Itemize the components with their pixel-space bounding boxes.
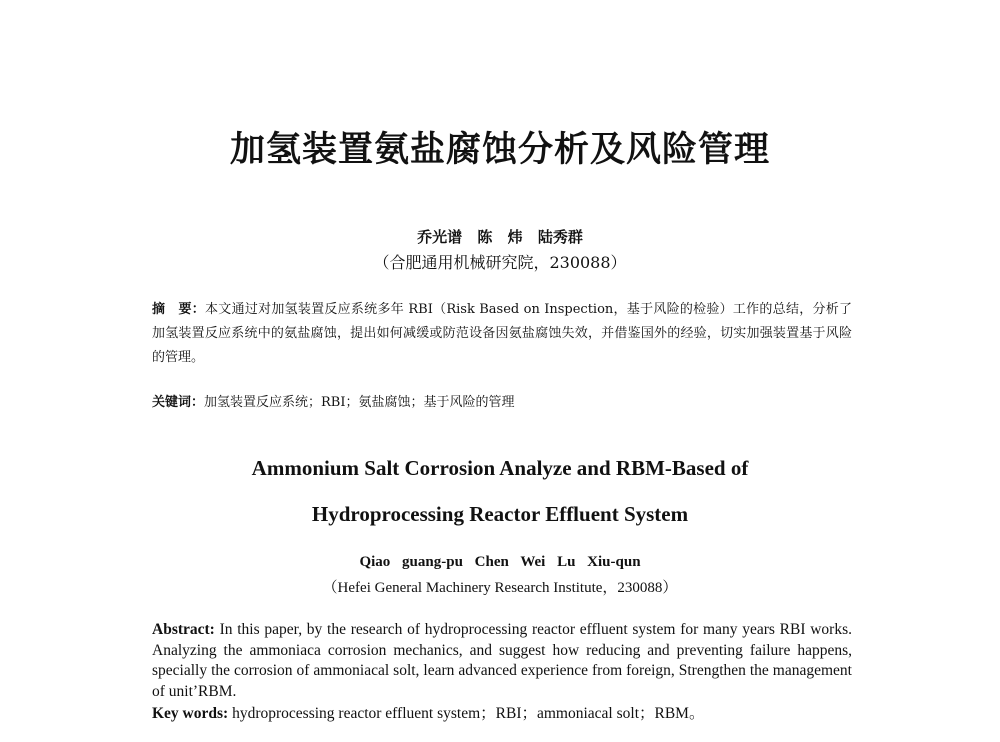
chinese-abstract-label: 摘 要： — [152, 302, 206, 317]
chinese-title: 加氢装置氨盐腐蚀分析及风险管理 — [229, 130, 770, 170]
english-title-line-1: Ammonium Salt Corrosion Analyze and RBM-Based of — [251, 456, 749, 480]
chinese-affiliation: （合肥通用机械研究院，230088） — [373, 253, 627, 272]
chinese-authors: 乔光谱 陈 炜 陆秀群 — [417, 228, 583, 246]
chinese-keywords — [152, 392, 852, 414]
chinese-keywords-text: 加氢装置反应系统；RBI；氨盐腐蚀；基于风险的管理 — [204, 395, 515, 410]
chinese-keywords-label: 关键词： — [152, 395, 205, 410]
english-abstract-label: Abstract: — [152, 621, 215, 638]
english-keywords-text: hydroprocessing reactor effluent system；RBI；ammoniacal solt；RBM。 — [228, 705, 705, 722]
english-abstract-text: In this paper, by the research of hydroprocessing reactor effluent system for many years RBI works. Analyzing the ammoniaca corrosion mechanics, and suggest how reducing and preventing failure happens, specially the corrosion of ammoniacal solt, learn advanced experience from foreign, Strengthen the management of unit’RBM. — [152, 621, 852, 700]
chinese-abstract — [152, 298, 852, 370]
english-affiliation: （Hefei General Machinery Research Institute，230088） — [322, 580, 678, 596]
english-keywords — [152, 704, 852, 724]
english-keywords-label: Key words: — [152, 705, 229, 722]
english-title-line-2: Hydroprocessing Reactor Effluent System — [311, 502, 689, 526]
english-authors: Qiao guang-pu Chen Wei Lu Xiu-qun — [359, 554, 641, 570]
chinese-abstract-text: 本文通过对加氢装置反应系统多年 RBI（Risk Based on Inspection，基于风险的检验）工作的总结，分析了加氢装置反应系统中的氨盐腐蚀，提出如何减缓或防范设备因氨盐腐蚀失效，并借鉴国外的经验，切实加强装置基于风险的管理。 — [152, 302, 852, 365]
english-abstract — [152, 620, 852, 702]
